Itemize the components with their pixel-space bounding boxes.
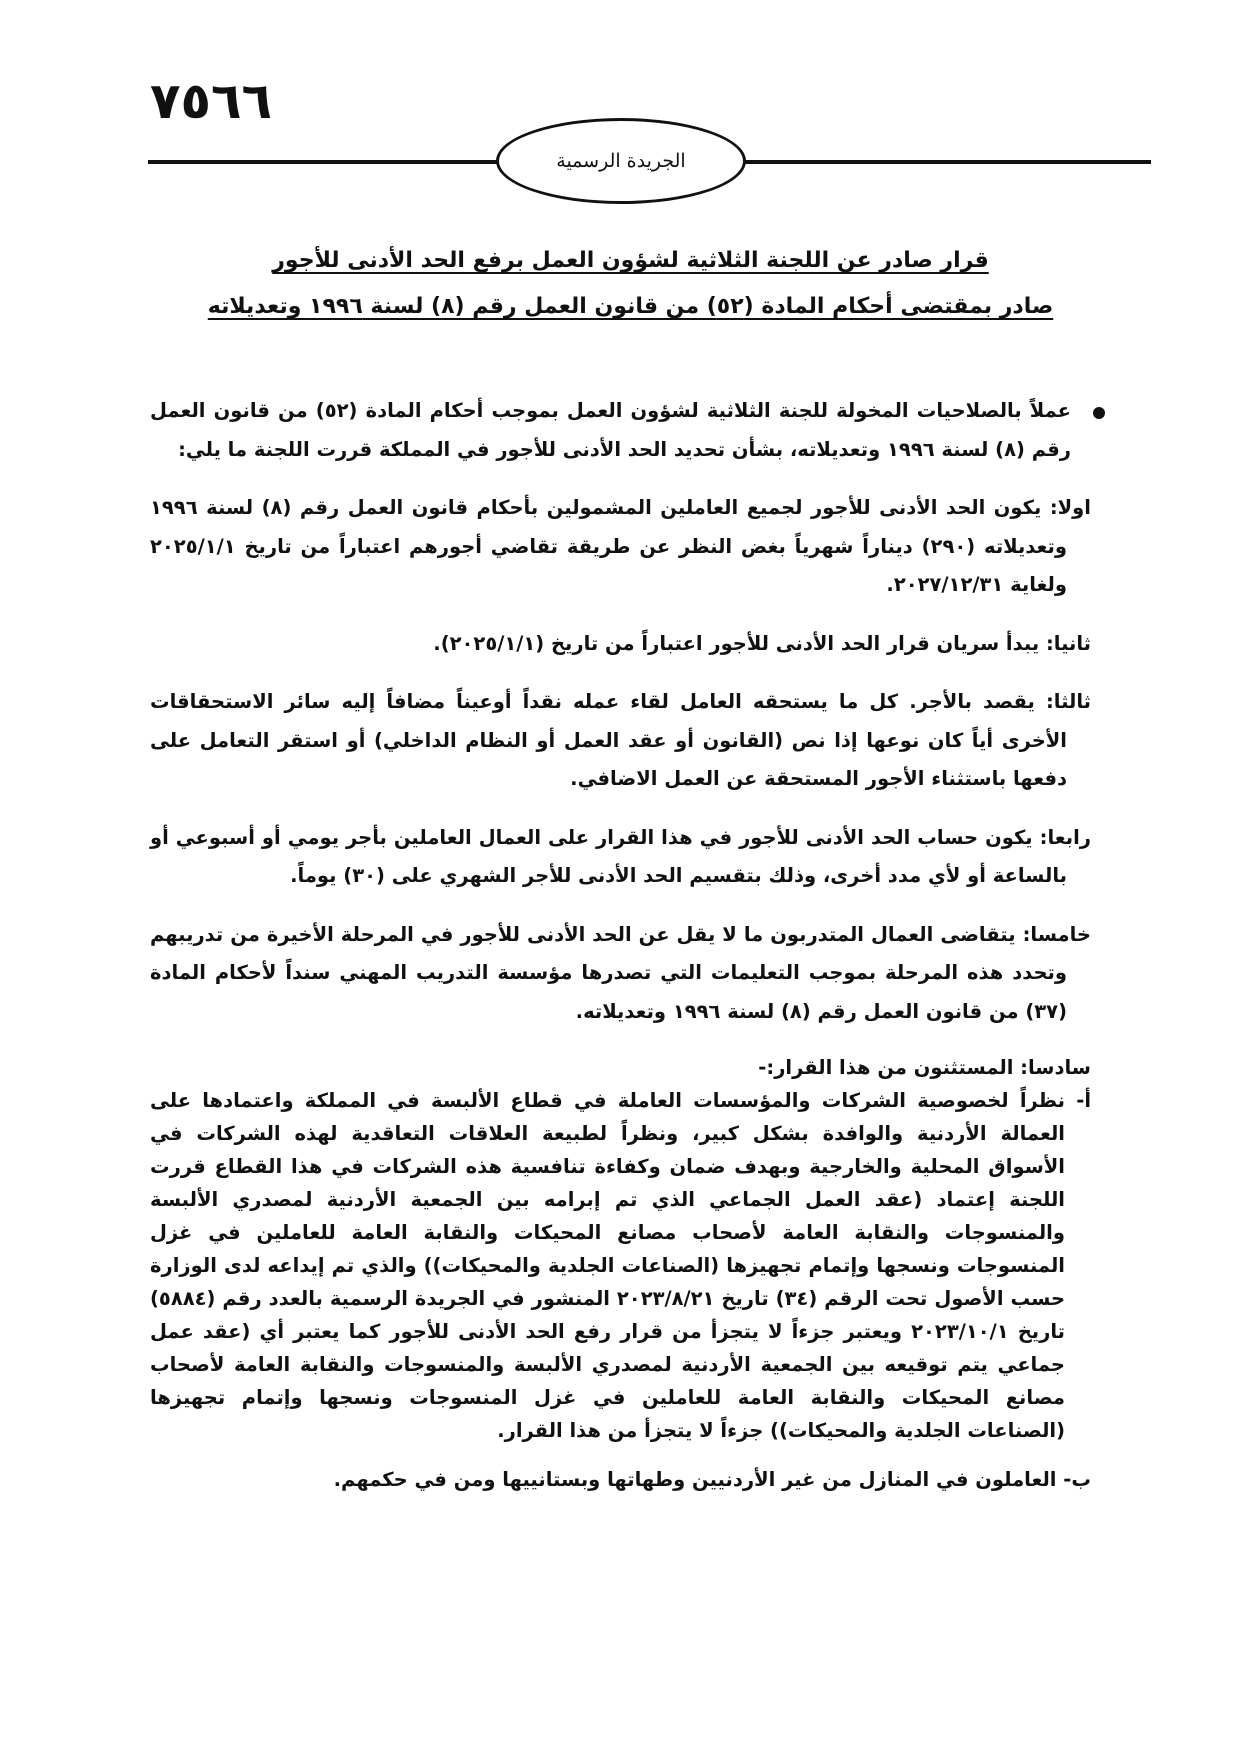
clause-sixth-heading: سادسا: المستثنون من هذا القرار:- bbox=[758, 1056, 1091, 1079]
intro-text: عملاً بالصلاحيات المخولة للجنة الثلاثية لشؤون العمل بموجب أحكام المادة (٥٢) من قانون العمل رقم (٨) لسنة ١٩٩٦ وتعديلاته، بشأن تحديد الحد الأدنى للأجور في المملكة قررت اللجنة ما يلي: bbox=[150, 399, 1071, 461]
clause-second-text: يبدأ سريان قرار الحد الأدنى للأجور اعتباراً من تاريخ (٢٠٢٥/١/١). bbox=[433, 631, 1040, 655]
clause-third-text: يقصد بالأجر. كل ما يستحقه العامل لقاء عمله نقداً أوعيناً مضافاً إليه سائر الاستحقاقات الأخرى أياً كان نوعها إذا نص (القانون أو عقد العمل أو النظام الداخلي) أو استقر التعامل على دفعها باستثناء الأجور المستحقة عن العمل الاضافي. bbox=[150, 690, 1067, 790]
clause-third bbox=[150, 683, 1091, 799]
title-line-2: صادر بمقتضى أحكام المادة (٥٢) من قانون العمل رقم (٨) لسنة ١٩٩٦ وتعديلاته bbox=[207, 294, 1054, 319]
clause-fifth-text: يتقاضى العمال المتدربون ما لا يقل عن الحد الأدنى للأجور في المرحلة الأخيرة من تدريبهم وتحدد هذه المرحلة بموجب التعليمات التي تصدرها مؤسسة التدريب المهني سنداً لأحكام المادة (٣٧) من قانون العمل رقم (٨) لسنة ١٩٩٦ وتعديلاته. bbox=[150, 922, 1067, 1023]
bullet-icon bbox=[1093, 407, 1105, 419]
clause-fourth-text: يكون حساب الحد الأدنى للأجور في هذا القرار على العمال العاملين بأجر يومي أو أسبوعي أو بالساعة أو لأي مدد أخرى، وذلك بتقسيم الحد الأدنى للأجر الشهري على (٣٠) يوماً. bbox=[150, 825, 1067, 887]
clause-second-label: ثانيا: bbox=[1045, 631, 1091, 655]
page-number: ٧٥٦٦ bbox=[150, 72, 273, 130]
clause-sixth-a-text: نظراً لخصوصية الشركات والمؤسسات العاملة في قطاع الألبسة في المملكة واعتمادها على العمالة الأردنية والوافدة بشكل كبير، ونظراً لطبيعة العلاقات التعاقدية لهذه الشركات في الأسواق المحلية والخارجية وبهدف ضمان وكفاءة تنافسية هذه الشركات في هذا القطاع قررت اللجنة إعتماد (عقد العمل الجماعي الذي تم إبرامه بين الجمعية الأردنية لمصدري الألبسة والمنسوجات والنقابة العامة لأصحاب مصانع المحيكات والنقابة العامة للعاملين في غزل المنسوجات ونسجها وإتمام تجهيزها (الصناعات الجلدية والمحيكات)) والذي تم إيداعه لدى الوزارة حسب الأصول تحت الرقم (٣٤) تاريخ ٢٠٢٣/٨/٢١ المنشور في الجريدة الرسمية بالعدد رقم (٥٨٨٤) تاريخ ٢٠٢٣/١٠/١ ويعتبر جزءاً لا يتجزأ من قرار رفع الحد الأدنى للأجور كما يعتبر أي (عقد عمل جماعي يتم توقيعه بين الجمعية الأردنية لمصدري الألبسة والمنسوجات والنقابة العامة لأصحاب مصانع المحيكات والنقابة العامة للعاملين في غزل المنسوجات ونسجها وإتمام تجهيزها (الصناعات الجلدية والمحيكات)) جزءاً لا يتجزأ من هذا القرار. bbox=[150, 1089, 1065, 1442]
clause-sixth-b-label: ب- bbox=[1063, 1468, 1091, 1491]
clause-fourth bbox=[150, 819, 1091, 896]
clause-sixth-a bbox=[150, 1084, 1091, 1447]
clause-sixth-b-text: العاملون في المنازل من غير الأردنيين وطهاتها وبستانييها ومن في حكمهم. bbox=[333, 1468, 1057, 1491]
clause-first bbox=[150, 489, 1091, 605]
decision-title bbox=[160, 238, 1101, 330]
gazette-oval bbox=[496, 118, 746, 204]
clause-sixth-b bbox=[150, 1463, 1091, 1496]
clause-third-label: ثالثا: bbox=[1045, 690, 1091, 713]
gazette-name: الجريدة الرسمية bbox=[556, 150, 686, 172]
clause-fourth-label: رابعا: bbox=[1039, 825, 1091, 849]
clause-first-text: يكون الحد الأدنى للأجور لجميع العاملين المشمولين بأحكام قانون العمل رقم (٨) لسنة ١٩٩٦ وتعديلاته (٢٩٠) ديناراً شهرياً بغض النظر عن طريقة تقاضي أجورهم اعتباراً من تاريخ ٢٠٢٥/١/١ ولغاية ٢٠٢٧/١٢/٣١. bbox=[150, 496, 1067, 596]
intro-paragraph bbox=[150, 392, 1091, 469]
title-line-1: قرار صادر عن اللجنة الثلاثية لشؤون العمل برفع الحد الأدنى للأجور bbox=[272, 248, 989, 273]
clause-fifth bbox=[150, 916, 1091, 1032]
clause-second bbox=[150, 625, 1091, 664]
clause-fifth-label: خامسا: bbox=[1022, 922, 1091, 946]
clause-first-label: اولا: bbox=[1049, 496, 1091, 519]
decision-body bbox=[150, 392, 1091, 1496]
clause-sixth-a-label: أ- bbox=[1076, 1089, 1092, 1112]
